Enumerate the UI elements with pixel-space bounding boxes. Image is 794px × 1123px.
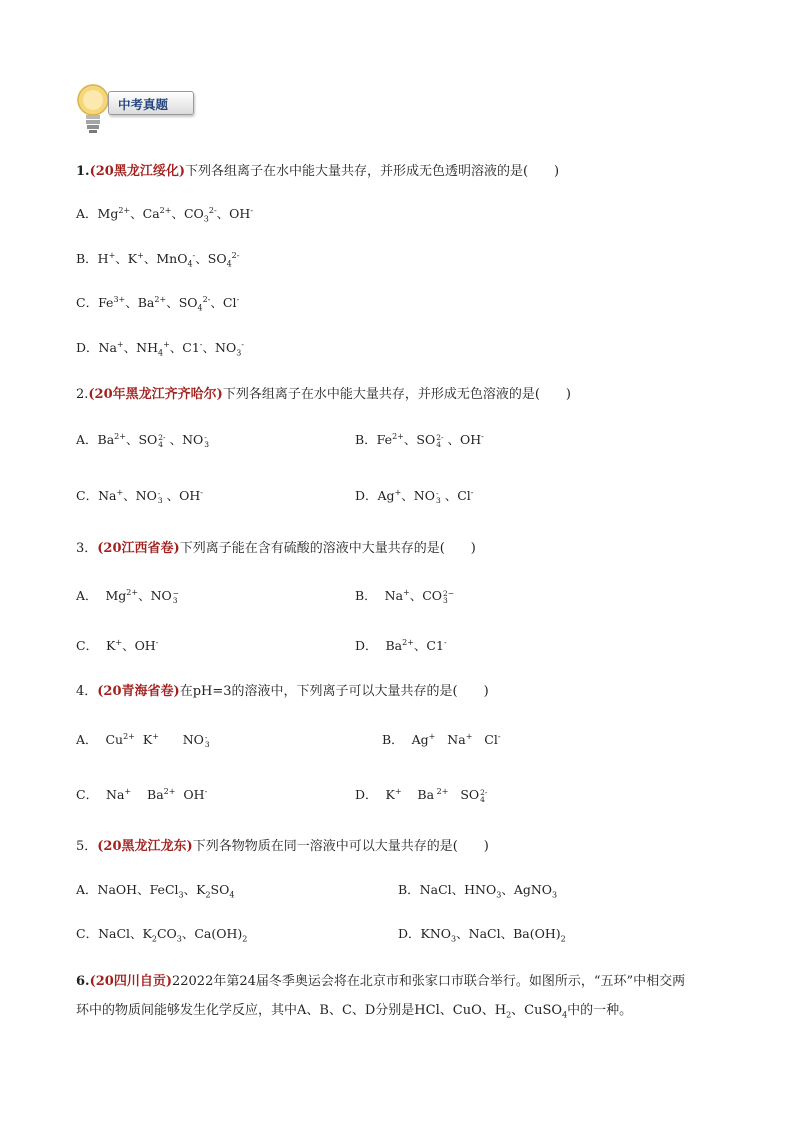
question-text: 环中的物质间能够发生化学反应，其中A、B、C、D分别是HCl、CuO、H bbox=[76, 1003, 507, 1018]
q1-option-d: D．Na+、$NH_4^+$、C1-、$NO_3^-$ bbox=[76, 339, 244, 358]
q5-option-c: C．NaCl、$K_2CO_3$、$Ca(OH)_2$ bbox=[76, 926, 248, 944]
question-5-stem bbox=[76, 835, 489, 854]
question-1-stem bbox=[76, 160, 559, 179]
q1-option-c: C．$Fe^{3+}$、$Ba^{2+}$、$SO_4^{2-}$、Cl- bbox=[76, 294, 240, 313]
q2-option-a: A．$Ba^{2+}$、SO 2- 4 、NO - 3 bbox=[76, 431, 210, 449]
q4-option-d: D． K+ Ba $^{2+}$ SO 2- 4 bbox=[355, 786, 488, 804]
question-number: 1. bbox=[76, 164, 90, 179]
q2-option-d: D．Ag+、NO - 3 、Cl- bbox=[355, 487, 474, 505]
question-number: 6. bbox=[76, 974, 90, 989]
q4-option-c: C． Na+ $Ba^{2+}$ OH- bbox=[76, 786, 208, 802]
question-text: 下列各物物质在同一溶液中可以大量共存的是( ) bbox=[192, 839, 489, 854]
q2-option-c: C．Na+、NO - 3 、OH- bbox=[76, 487, 203, 505]
question-text: 下列离子能在含有硫酸的溶液中大量共存的是( ) bbox=[179, 541, 476, 556]
q3-option-a: A． $Mg^{2+}$、NO − 3 bbox=[76, 587, 180, 605]
question-number: 4． bbox=[76, 684, 98, 699]
question-source: (20四川自贡) bbox=[89, 974, 172, 989]
q5-option-b: B．NaCl、$HNO_3$、AgNO$_3$ bbox=[398, 882, 558, 900]
q3-option-c: C． K+、OH- bbox=[76, 637, 159, 653]
question-text: 22022年第24届冬季奥运会将在北京市和张家口市联合举行。如图所示，“五环”中相交两 bbox=[171, 974, 686, 989]
q4-option-a: A． $Cu^{2+}$ K+ NO - 3 bbox=[76, 731, 210, 749]
question-source: (20黑龙江龙东) bbox=[97, 839, 193, 854]
question-text: 下列各组离子在水中能大量共存，并形成无色透明溶液的是( ) bbox=[184, 164, 560, 179]
question-text: 在pH=3的溶液中，下列离子可以大量共存的是( ) bbox=[179, 684, 489, 699]
question-source: (20年黑龙江齐齐哈尔) bbox=[88, 387, 223, 402]
question-3-stem bbox=[76, 537, 476, 556]
question-6-stem-line2: 环中的物质间能够发生化学反应，其中A、B、C、D分别是HCl、CuO、$H_2$、CuSO$_4$中的一种。 bbox=[76, 1003, 633, 1020]
section-title: 中考真题 bbox=[118, 97, 169, 112]
q4-option-b: B． Ag+ Na+ Cl- bbox=[382, 731, 501, 747]
q5-option-a: A．NaOH、FeCl$_3$、$K_2SO_4$ bbox=[76, 882, 235, 900]
question-6-stem bbox=[76, 970, 685, 989]
question-source: (20青海省卷) bbox=[97, 684, 180, 699]
q1-option-a: A．$Mg^{2+}$、$Ca^{2+}$、$CO_3^{2-}$、OH- bbox=[76, 205, 254, 224]
q1-option-b: B．H+、K+、MnO$_4$-、$SO_4^{2-}$ bbox=[76, 250, 240, 269]
q2-option-b: B．$Fe^{2+}$、SO 2- 4 、OH- bbox=[355, 431, 484, 449]
question-2-stem bbox=[76, 383, 571, 402]
lightbulb-icon bbox=[74, 82, 112, 134]
question-source: (20黑龙江绥化) bbox=[89, 164, 185, 179]
q3-option-d: D． $Ba^{2+}$、C1- bbox=[355, 637, 447, 653]
question-number: 2. bbox=[76, 387, 89, 402]
question-source: (20江西省卷) bbox=[97, 541, 180, 556]
q3-option-b: B． Na+、CO 2− 3 bbox=[355, 587, 455, 605]
question-number: 5． bbox=[76, 839, 98, 854]
question-text: 下列各组离子在水中能大量共存，并形成无色溶液的是( ) bbox=[222, 387, 571, 402]
q5-option-d: D．$KNO_3$、NaCl、$Ba(OH)_2$ bbox=[398, 926, 566, 944]
question-number: 3． bbox=[76, 541, 98, 556]
question-4-stem bbox=[76, 680, 489, 699]
